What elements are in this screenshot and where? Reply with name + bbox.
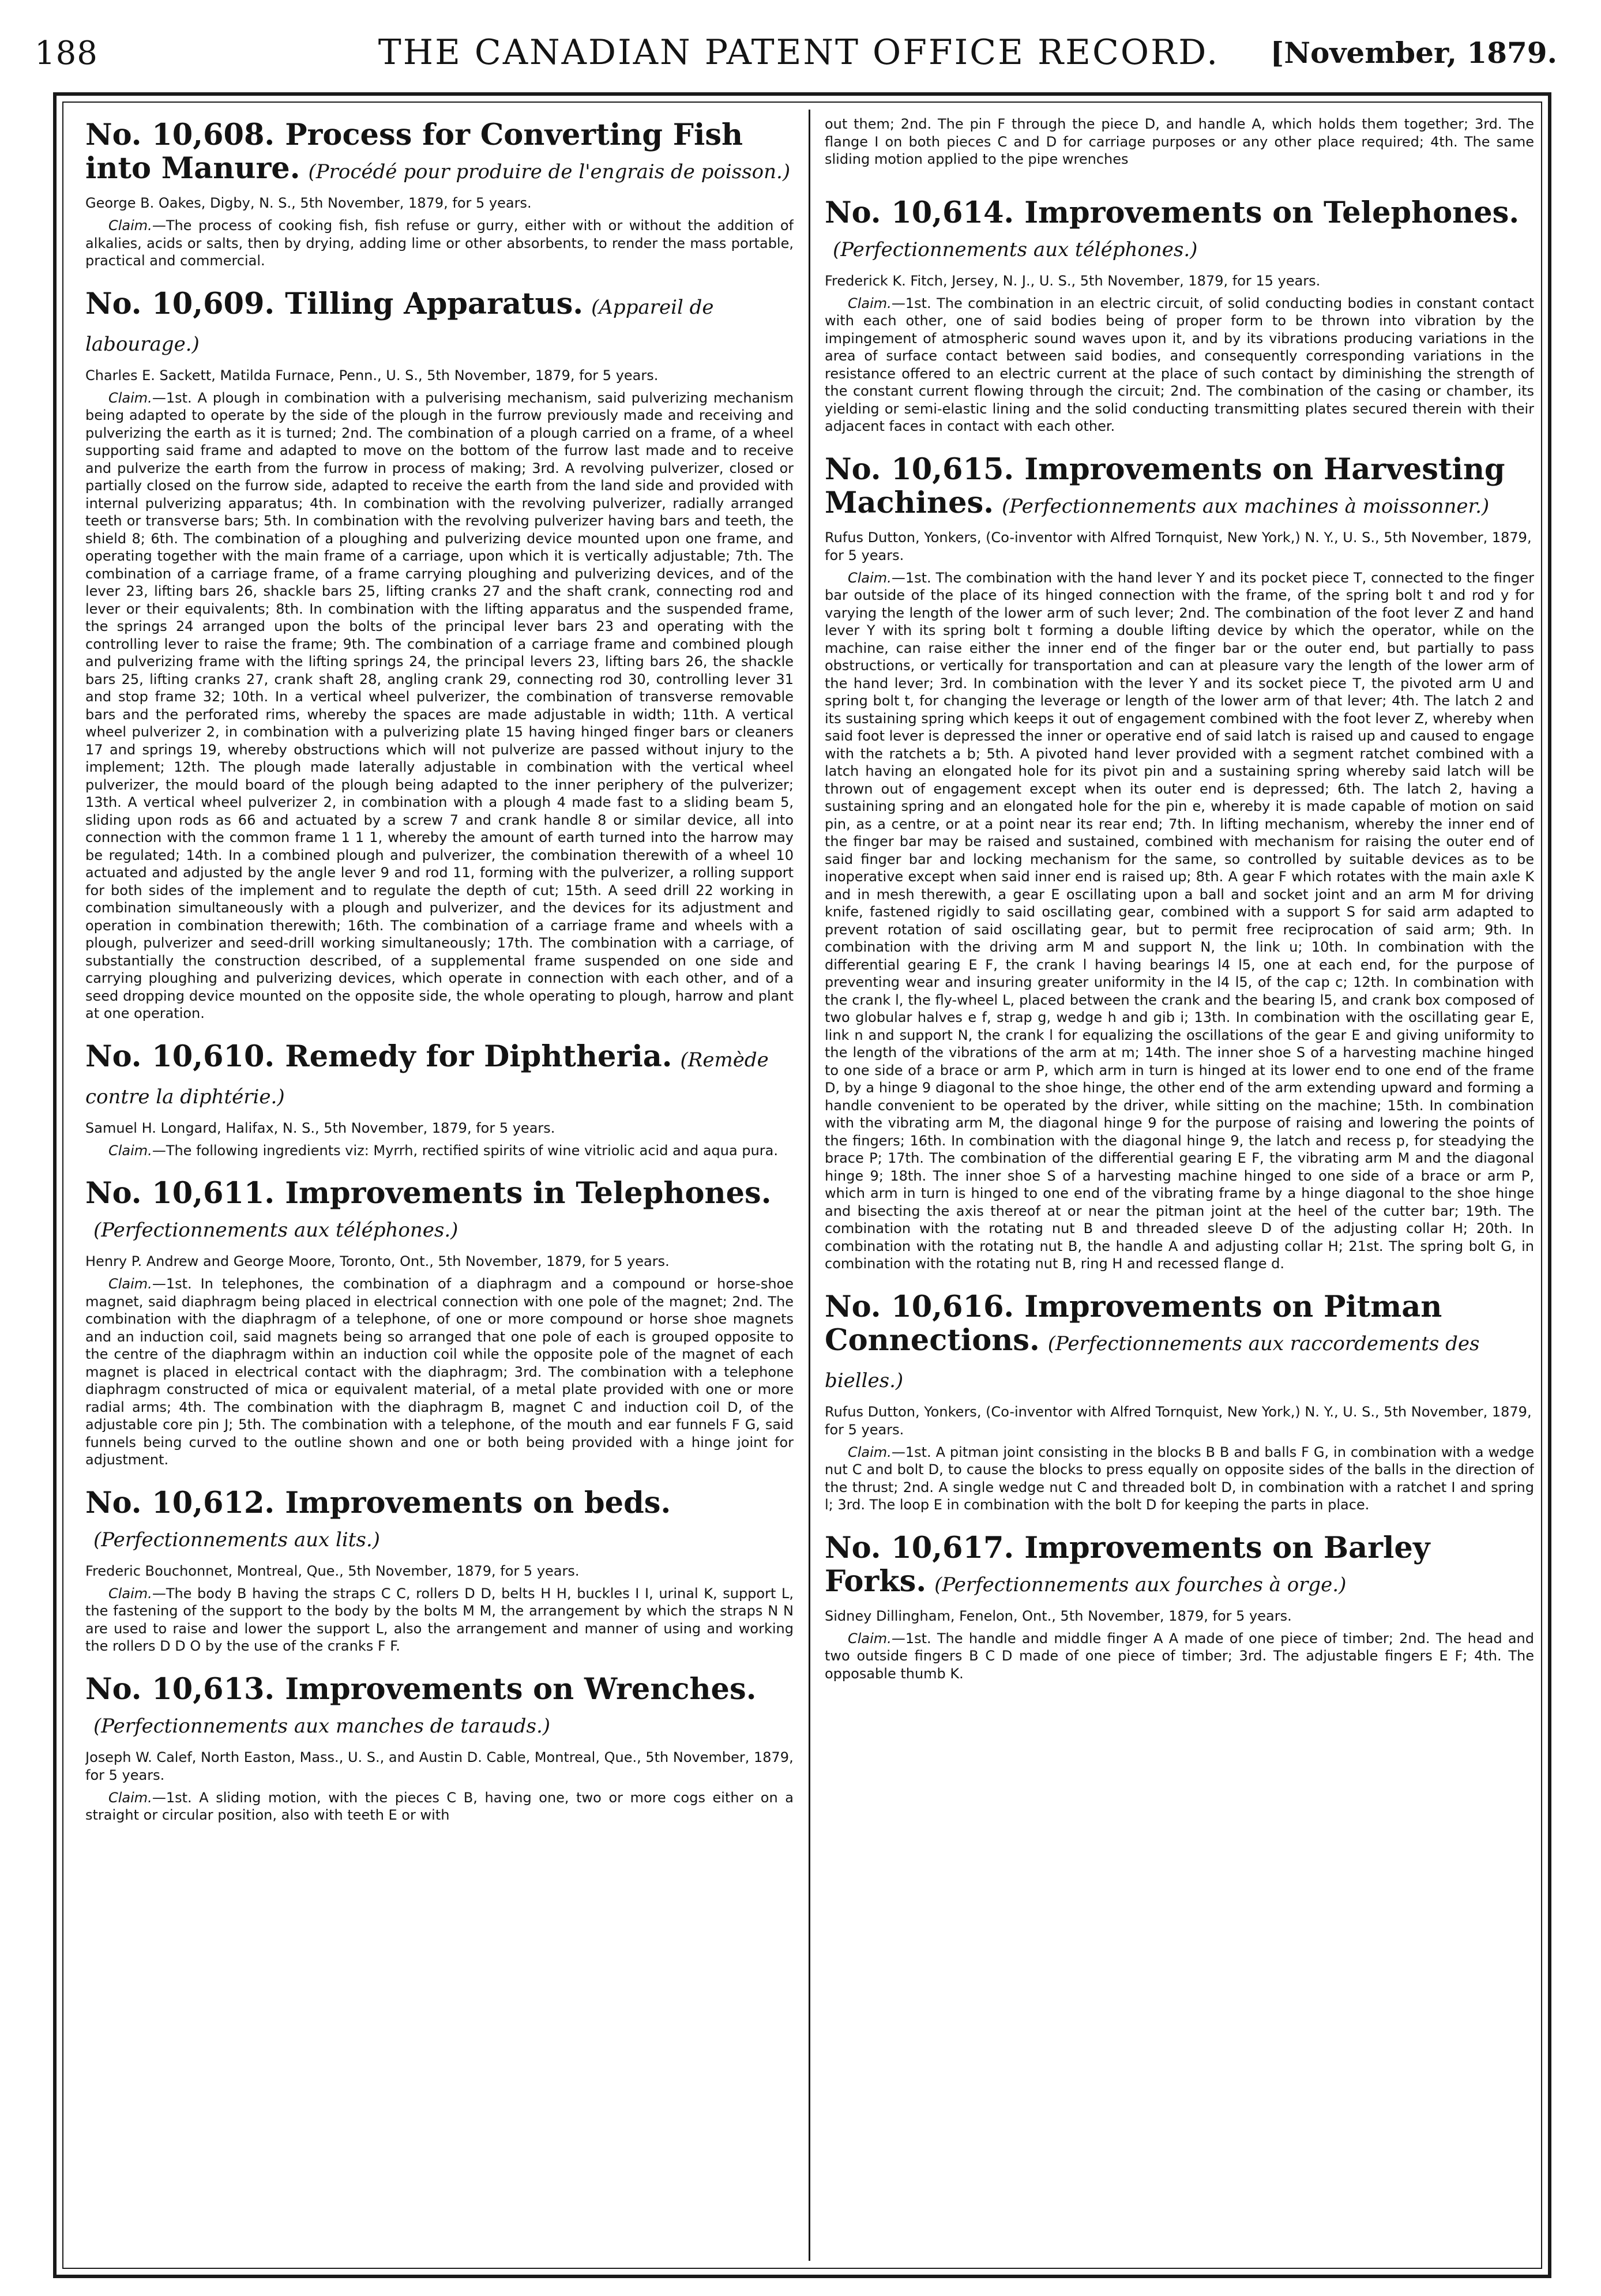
claim-label: Claim. (108, 217, 152, 234)
patent-number: No. 10,617. (825, 1530, 1014, 1565)
patent-entry-10615 (825, 453, 1534, 1273)
patent-title: Improvements on beds. (285, 1485, 671, 1520)
patent-number: No. 10,611. (85, 1176, 275, 1211)
patentee-line: Charles E. Sackett, Matilda Furnace, Penn., U. S., 5th November, 1879, for 5 years. (85, 367, 659, 384)
entry-heading (825, 453, 1534, 523)
claim-body: —The following ingredients viz: Myrrh, rectified spirits of wine vitriolic acid and aqua pura. (152, 1142, 778, 1159)
claim-text (85, 1789, 794, 1824)
patentee-line: Sidney Dillingham, Fenelon, Ont., 5th November, 1879, for 5 years. (825, 1607, 1292, 1624)
page-number: 188 (35, 35, 98, 72)
claim-label: Claim. (848, 295, 892, 311)
entry-heading (85, 287, 794, 361)
claim-text (825, 295, 1534, 435)
journal-title: THE CANADIAN PATENT OFFICE RECORD. (378, 32, 1220, 73)
patent-number: No. 10,609. (85, 286, 275, 321)
patent-title: Improvements on Pitman Connections. (825, 1289, 1442, 1358)
patentee-line: Frederic Bouchonnet, Montreal, Que., 5th November, 1879, for 5 years. (85, 1562, 580, 1579)
claim-text (85, 1142, 794, 1160)
claim-text (825, 1444, 1534, 1514)
french-title: (Perfectionnements aux téléphones.) (93, 1219, 458, 1242)
patent-entry-10616 (825, 1290, 1534, 1514)
claim-text (85, 389, 794, 1023)
patent-title: Improvements on Barley Forks. (825, 1530, 1430, 1599)
issue-date: [November, 1879. (1270, 36, 1557, 70)
claim-body: —1st. In telephones, the combination of a diaphragm and a compound or horse-shoe magnet, said diaphragm being placed in electrical connection with one pole of the magnet; 2nd. The combination with the diaphragm of a telephone, of one or more compound or horse shoe magnets and an induction coil, said magnets being so arranged that one pole of each is grouped opposite to the centre of the diaphragm within an induction coil while the opposite pole of the magnet of each magnet is placed in electrical contact with the diaphragm; 3rd. The combination with a telephone diaphragm constructed of mica or equivalent material, of a metal plate provided with one or more radial arms; 4th. The combination with the diaphragm B, magnet C and induction coil D, of the adjustable core pin J; 5th. The combination with a telephone, of the mouth and ear funnels F G, said funnels being curved to the outline shown and one or both being provided with a hinge joint for adjustment. (85, 1276, 794, 1468)
patent-title: Improvements on Telephones. (1024, 195, 1520, 230)
patentee-line: Frederick K. Fitch, Jersey, N. J., U. S., 5th November, 1879, for 15 years. (825, 272, 1321, 289)
claim-body: —The body B having the straps C C, rollers D D, belts H H, buckles I I, urinal K, support L, the fastening of the support to the body by the bolts M M, the arrangement by which the straps N N are used to raise and lower the support L, also the arrangement and manner of using and working the rollers D D O by the use of the cranks F F. (85, 1585, 794, 1654)
patent-entry-10614 (825, 196, 1534, 435)
patent-entry-10610 (85, 1040, 794, 1160)
claim-text (85, 217, 794, 270)
page-header (35, 22, 1563, 85)
french-title: (Remède contre la diphtérie.) (85, 1048, 769, 1108)
patent-number: No. 10,610. (85, 1039, 275, 1074)
french-title: (Perfectionnements aux fourches à orge.) (934, 1573, 1347, 1596)
patent-entry-10608 (85, 118, 794, 270)
claim-label: Claim. (108, 1585, 152, 1602)
patent-number: No. 10,616. (825, 1289, 1014, 1324)
column-divider (809, 110, 810, 2261)
patent-number: No. 10,615. (825, 452, 1014, 487)
patent-entry-10613 (85, 1673, 794, 1824)
claim-body: —1st. A plough in combination with a pulverising mechanism, said pulverizing mechanism being adapted to operate by the side of the plough in the furrow previously made and receiving and pulverizing the earth as it is turned; 2nd. The combination of a plough carried on a frame, of a wheel supporting said frame and adapted to move on the bottom of the furrow last made and to receive and pulverize the earth from the furrow in process of making; 3rd. A revolving pulverizer, closed or partially closed on the furrow side, adapted to receive the earth from the land side and provided with internal pulverizing apparatus; 4th. In combination with the revolving pulverizer, radially arranged teeth or transverse bars; 5th. In combination with the revolving pulverizer having bars and teeth, the shield 8; 6th. The combination of a ploughing and pulverizing device mounted upon one frame, and operating together with the main frame of a carriage, upon which it is vertically adjustable; 7th. The combination of a carriage frame, of a frame carrying ploughing and pulverizing devices, and of the lever 23, lifting bars 26, shackle bars 25, lifting cranks 27 and the shaft crank, connecting rod and lever or their equivalents; 8th. In combination with the lifting apparatus and the suspended frame, the springs 24 arranged upon the bolts of the principal lever bars 23 and operating with the controlling lever to raise the frame; 9th. The combination of a carriage frame and combined plough and pulverizing frame with the lifting springs 24, the principal levers 23, lifting bars 26, the shackle bars 25, lifting cranks 27, crank shaft 28, angling crank 29, connecting rod 30, controlling lever 31 and stop frame 32; 10th. In a vertical wheel pulverizer, the combination of transverse removable bars and the perforated rims, whereby the spaces are made adjustable in width; 11th. A vertical wheel pulverizer 2, in combination with a pulverizing plate 15 having hinged finger bars or cleaners 17 and springs 19, whereby obstructions which will not pulverize are passed without injury to the implement; 12th. The plough made laterally adjustable in combination with the vertical wheel pulverizer, the mould board of the plough being adapted to the inner periphery of the pulverizer; 13th. A vertical wheel pulverizer 2, in combination with a plough 4 made fast to a sliding beam 5, sliding upon rods as 66 and actuated by a screw 7 and crank handle 8 or similar device, all into connection with the common frame 1 1 1, whereby the amount of earth turned into the harrow may be regulated; 14th. In a combined plough and pulverizer, the combination therewith of a wheel 10 actuated and adjusted by the angle lever 9 and rod 11, forming with the pulverizer, a rolling support for both sides of the implement and to regulate the depth of cut; 15th. A seed drill 22 working in combination simultaneously with a plough and pulverizer, and the devices for its adjustment and operation in combination therewith; 16th. The combination of a carriage frame and wheels with a plough, pulverizer and seed-drill working simultaneously; 17th. The combination with a carriage, of substantially the construction described, of a supplemental frame suspended on one side and carrying ploughing and pulverizing devices, which operate in connection with each other, and of a seed dropping device mounted on the opposite side, the whole operating to plough, harrow and plant at one operation. (85, 389, 794, 1021)
patentee-line: Rufus Dutton, Yonkers, (Co-inventor with Alfred Tornquist, New York,) N. Y., U. S., 5th November, 1879, for 5 years. (825, 1403, 1532, 1438)
patentee-line: Samuel H. Longard, Halifax, N. S., 5th November, 1879, for 5 years. (85, 1119, 555, 1136)
entry-heading (825, 196, 1534, 266)
patentee-line: George B. Oakes, Digby, N. S., 5th November, 1879, for 5 years. (85, 195, 532, 211)
right-column (825, 115, 1534, 2264)
claim-body: —1st. The handle and middle finger A A made of one piece of timber; 2nd. The head and two outside fingers B C D made of one piece of timber; 3rd. The adjustable fingers E F; 4th. The opposable thumb K. (825, 1630, 1534, 1682)
patentee-line: Henry P. Andrew and George Moore, Toronto, Ont., 5th November, 1879, for 5 years. (85, 1253, 670, 1269)
patent-number: No. 10,613. (85, 1671, 275, 1707)
entry-heading (85, 1040, 794, 1114)
entry-heading (85, 1673, 794, 1743)
patent-title: Improvements in Telephones. (285, 1176, 772, 1211)
claim-label: Claim. (108, 1789, 152, 1806)
patent-title: Remedy for Diphtheria. (285, 1039, 672, 1074)
claim-label: Claim. (108, 1276, 152, 1292)
french-title: (Appareil de labourage.) (85, 295, 714, 356)
french-title: (Perfectionnements aux lits.) (93, 1528, 380, 1551)
claim-body: —1st. A pitman joint consisting in the blocks B B and balls F G, in combination with a wedge nut C and bolt D, to cause the blocks to press equally on opposite sides of the balls in the direction of the thrust; 2nd. A single wedge nut C and threaded bolt D, in combination with a ratchet I and spring l; 3rd. The loop E in combination with the bolt D for keeping the parts in place. (825, 1444, 1534, 1513)
patent-title: Tilling Apparatus. (285, 286, 584, 321)
patent-number: No. 10,608. (85, 118, 275, 152)
continued-claim-text: out them; 2nd. The pin F through the piece D, and handle A, which holds them together; 3rd. The flange I on both pieces C and D for carriage purposes or any other place required; 4th. The same sliding motion applied to the pipe wrenches (825, 116, 1534, 167)
left-column (85, 118, 794, 2264)
claim-body: —The process of cooking fish, fish refuse or gurry, either with or without the addition of alkalies, acids or salts, then by drying, adding lime or other absorbents, to render the mass portable, practical and commercial. (85, 217, 794, 269)
entry-heading (85, 1486, 794, 1557)
french-title: (Procédé pour produire de l'engrais de poisson.) (308, 160, 791, 183)
patent-title: Improvements on Wrenches. (285, 1671, 757, 1707)
claim-label: Claim. (848, 569, 892, 586)
claim-label: Claim. (108, 1142, 152, 1159)
french-title: (Perfectionnements aux machines à moissonner.) (1002, 494, 1490, 518)
french-title: (Perfectionnements aux téléphones.) (833, 238, 1198, 261)
claim-body: —1st. A sliding motion, with the pieces C B, having one, two or more cogs either on a straight or circular position, also with teeth E or with (85, 1789, 794, 1823)
patentee-line: Joseph W. Calef, North Easton, Mass., U. S., and Austin D. Cable, Montreal, Que., 5th November, 1879, for 5 years. (85, 1749, 794, 1783)
patent-entry-10617 (825, 1531, 1534, 1683)
patentee-line: Rufus Dutton, Yonkers, (Co-inventor with Alfred Tornquist, New York,) N. Y., U. S., 5th November, 1879, for 5 years. (825, 529, 1532, 563)
patent-number: No. 10,614. (825, 195, 1014, 230)
french-title: (Perfectionnements aux manches de tarauds.) (93, 1714, 551, 1738)
entry-heading (825, 1290, 1534, 1397)
claim-text (85, 1275, 794, 1469)
claim-text (85, 1585, 794, 1655)
french-title: (Perfectionnements aux raccordements des bielles.) (825, 1332, 1480, 1392)
entry-heading (825, 1531, 1534, 1602)
patent-title: Improvements on Harvesting Machines. (825, 452, 1505, 520)
claim-label: Claim. (848, 1444, 892, 1460)
patent-entry-10612 (85, 1486, 794, 1655)
claim-label: Claim. (848, 1630, 892, 1647)
patent-entry-10609 (85, 287, 794, 1023)
patent-number: No. 10,612. (85, 1485, 275, 1520)
claim-label: Claim. (108, 389, 152, 406)
claim-body: —1st. The combination with the hand lever Y and its pocket piece T, connected to the finger bar outside of the place of its hinged connection with the frame, of the spring bolt t and rod y for varying the length of the lower arm of such lever; 2nd. The combination of the foot lever Z and hand lever Y with its spring bolt t forming a double lifting device by which the operator, while on the machine, can raise either the inner end of the finger bar or the outer end, but partially to pass obstructions, or vertically for transportation and can at pleasure vary the length of the lower arm of the hand lever; 3rd. In combination with the lever Y and its socket piece T, the pivoted arm U and spring bolt t, for changing the leverage or length of the lower arm of that lever; 4th. The latch 2 and its sustaining spring which keeps it out of engagement combined with the foot lever Z, whereby when said foot lever is depressed the inner or operative end of said latch is raised up and caused to engage with the ratchets a b; 5th. A pivoted hand lever provided with a segment ratchet combined with a latch having an elongated hole for its pivot pin and a sustaining spring whereby said latch will be thrown out of engagement except when its outer end is depressed; 6th. The latch 2, having a sustaining spring and an elongated hole for the pin e, whereby it is made capable of motion on said pin, as a centre, or at a point near its rear end; 7th. In lifting mechanism, whereby the inner end of the finger bar may be raised and sustained, combined with mechanism for raising the outer end of said finger bar and locking mechanism for the same, so controlled by suitable devices as to be inoperative except when said inner end is raised up; 8th. A gear F which rotates with the main axle K and in mesh therewith, a gear E oscillating upon a ball and socket joint and an arm M for driving knife, fastened rigidly to said oscillating gear, combined with a support S for said arm adapted to prevent rotation of said oscillating gear, but to permit free reciprocation of said arm; 9th. In combination with the driving arm M and support N, the link u; 10th. In combination with the differential gearing E F, the crank l having bearings l4 l5, one at each end, for the purpose of preventing wear and insuring greater uniformity in the l4 l5, of the cap c; 12th. In combination with the crank l, the fly-wheel L, placed between the crank and the bearing l5, and crank box composed of two globular halves e f, strap g, wedge h and gib i; 13th. In combination with the oscillating gear E, link n and support N, the crank l for equalizing the oscillations of the gear E and giving uniformity to the length of the vibrations of the arm at m; 14th. The inner shoe S of a harvesting machine hinged to one side of a brace or arm P, which arm in turn is hinged at its lower end to one end of the frame D, by a hinge 9 diagonal to the shoe hinge, the other end of the arm extending upward and forming a handle convenient to be operated by the driver, while sitting on the machine; 15th. In combination with the vibrating arm M, the diagonal hinge 9 for the purpose of raising and lowering the points of the fingers; 16th. In combination with the diagonal hinge 9, the latch and recess p, for steadying the brace P; 17th. The combination of the differential gearing E F, the vibrating arm M and the diagonal hinge 9; 18th. The inner shoe S of a harvesting machine hinged to one side of a brace or arm P, which arm in turn is hinged to one end of the vibrating frame by a hinge diagonal to the shoe hinge and bisecting the axis thereof at or near the pitman joint at the heel of the cutter bar; 19th. The combination with the rotating nut B and threaded sleeve D of the adjusting collar H; 20th. In combination with the rotating nut B, the handle A and adjusting collar H; 21st. The spring bolt G, in combination with the rotating nut B, ring H and recessed flange d. (825, 569, 1534, 1272)
patent-title: Process for Converting Fish into Manure. (85, 118, 743, 186)
entry-heading (85, 1177, 794, 1247)
entry-heading (85, 118, 794, 189)
claim-text (825, 1630, 1534, 1683)
claim-text (825, 569, 1534, 1273)
claim-body: —1st. The combination in an electric circuit, of solid conducting bodies in constant contact with each other, one of said bodies being of proper form to be thrown into vibration by the impingement of atmospheric sound waves upon it, and by its vibrations producing variations in the area of surface contact between said bodies, and consequently corresponding variations in the resistance offered to an electric current at the place of such contact by diminishing the strength of the constant current flowing through the circuit; 2nd. The combination of the casing or chamber, its yielding or semi-elastic lining and the solid conducting transmitting plates secured therein with their adjacent faces in contact with each other. (825, 295, 1534, 434)
patent-entry-10611 (85, 1177, 794, 1469)
